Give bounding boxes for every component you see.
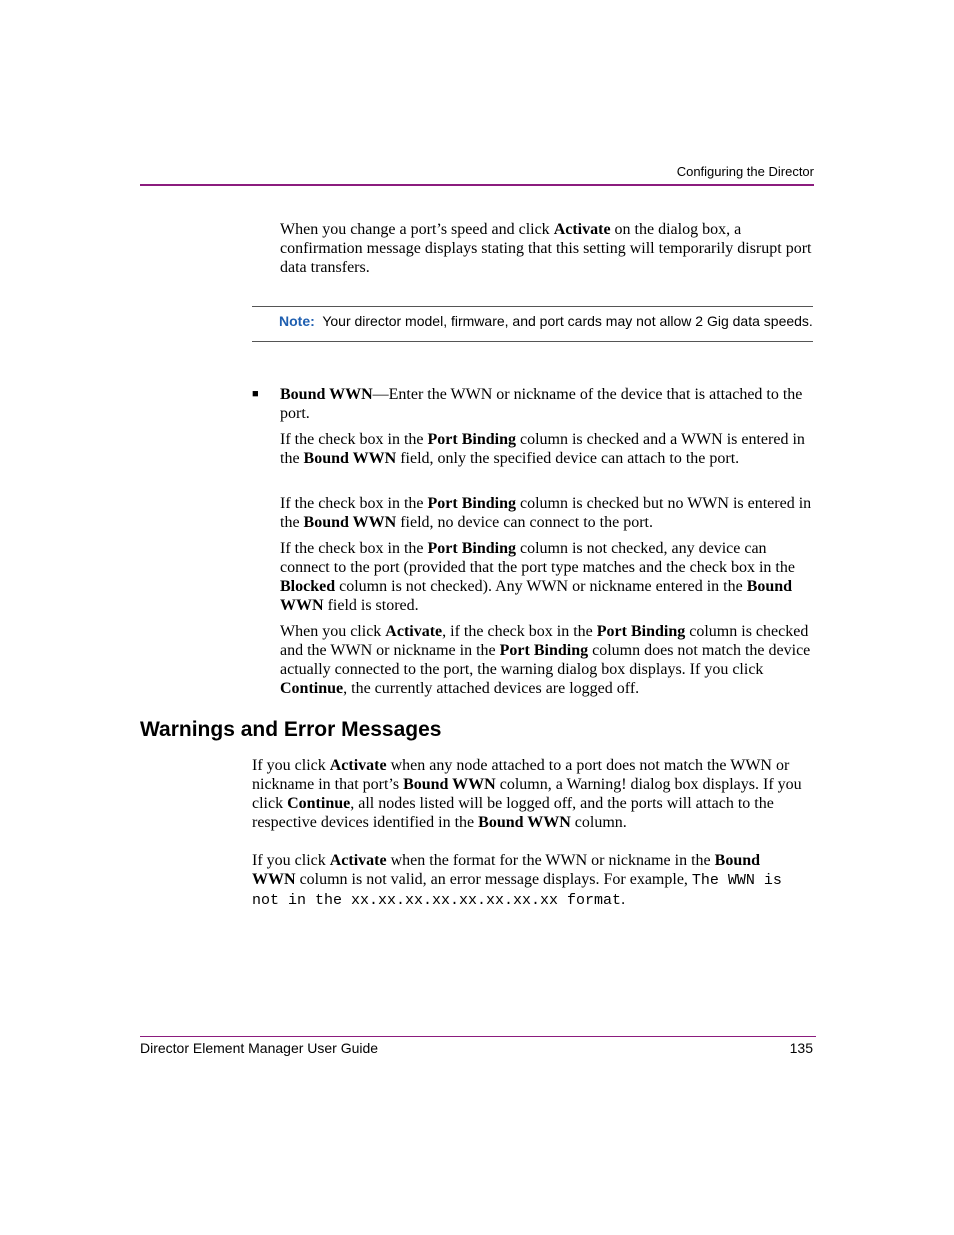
bold-text: Bound WWN (303, 514, 397, 531)
text: If the check box in the (280, 540, 428, 557)
bold-text: Continue (280, 680, 344, 697)
bold-text: Activate (329, 852, 387, 869)
text: . (621, 891, 626, 908)
footer-title: Director Element Manager User Guide (140, 1040, 379, 1056)
text: , the currently attached devices are logged off. (343, 680, 640, 697)
text: column is not valid, an error message displays. For example, (295, 871, 692, 888)
text: , all nodes listed will be logged off, and the ports will attach to the respective devices identified in the (252, 795, 774, 831)
note-body (279, 312, 813, 330)
warnings-paragraph-2 (252, 851, 807, 910)
footer-rule (140, 1036, 816, 1037)
bold-text: Continue (287, 795, 351, 812)
text: field, only the specified device can attach to the port. (396, 450, 740, 467)
header-rule (140, 184, 814, 186)
text: column is checked and a WWN is entered in the (280, 431, 805, 467)
bound-wwn-paragraph-2 (280, 494, 820, 532)
bold-text: Bound WWN (303, 450, 397, 467)
bold-text: Blocked (280, 578, 336, 595)
bound-wwn-paragraph-1 (280, 430, 820, 468)
note-box (252, 306, 813, 342)
text: when the format for the WWN or nickname in the (386, 852, 715, 869)
bold-text: Activate (329, 757, 387, 774)
text: column does not match the device actually connected to the port, the warning dialog box displays. If you click (280, 642, 811, 678)
bold-text: Activate (553, 221, 611, 238)
text: When you click (280, 623, 386, 640)
text: If you click (252, 757, 330, 774)
intro-paragraph (280, 220, 820, 277)
text: column is checked but no WWN is entered in the (280, 495, 812, 531)
section-heading: Warnings and Error Messages (140, 718, 442, 741)
text: If you click (252, 852, 330, 869)
text: column, a Warning! dialog box displays. If you click (252, 776, 802, 812)
note-text: Your director model, firmware, and port cards may not allow 2 Gig data speeds. (322, 313, 813, 329)
bound-wwn-paragraph-3 (280, 539, 820, 615)
bold-text: Activate (385, 623, 443, 640)
bound-wwn-paragraph-4 (280, 622, 825, 698)
text: column. (570, 814, 627, 831)
running-header: Configuring the Director (676, 164, 814, 179)
text: , if the check box in the (442, 623, 597, 640)
warnings-paragraph-1 (252, 756, 817, 832)
text: column is not checked, any device can connect to the port (provided that the port type matches and the check box in the (280, 540, 795, 576)
bold-text: Port Binding (427, 540, 516, 557)
bold-text: Port Binding (596, 623, 686, 640)
text: column is not checked). Any WWN or nickname entered in the (335, 578, 747, 595)
bound-wwn-lead (280, 385, 820, 423)
bullet-marker: ■ (252, 388, 259, 400)
bold-text: Port Binding (499, 642, 589, 659)
text: —Enter the WWN or nickname of the device that is attached to the port. (280, 386, 803, 422)
text: field is stored. (323, 597, 419, 614)
text: If the check box in the (280, 431, 428, 448)
bold-text: Bound WWN (252, 852, 761, 888)
text: When you change a port’s speed and click (280, 221, 554, 238)
bold-text: Port Binding (427, 431, 516, 448)
bold-text: Port Binding (427, 495, 516, 512)
text: column is checked and the WWN or nickname in the (280, 623, 809, 659)
text: field, no device can connect to the port. (396, 514, 653, 531)
bold-text: Bound WWN (280, 578, 793, 614)
text: on the dialog box, a confirmation message displays stating that this setting will temporarily disrupt port data transfers. (280, 221, 812, 276)
bold-text: Bound WWN (478, 814, 571, 831)
page-number: 135 (789, 1040, 813, 1056)
text: If the check box in the (280, 495, 428, 512)
bold-text: Bound WWN (280, 386, 373, 403)
text: when any node attached to a port does not match the WWN or nickname in that port’s (252, 757, 790, 793)
code-sample: The WWN is not in the xx.xx.xx.xx.xx.xx.xx.xx format (252, 872, 782, 909)
note-label: Note: (279, 313, 315, 329)
bold-text: Bound WWN (403, 776, 496, 793)
